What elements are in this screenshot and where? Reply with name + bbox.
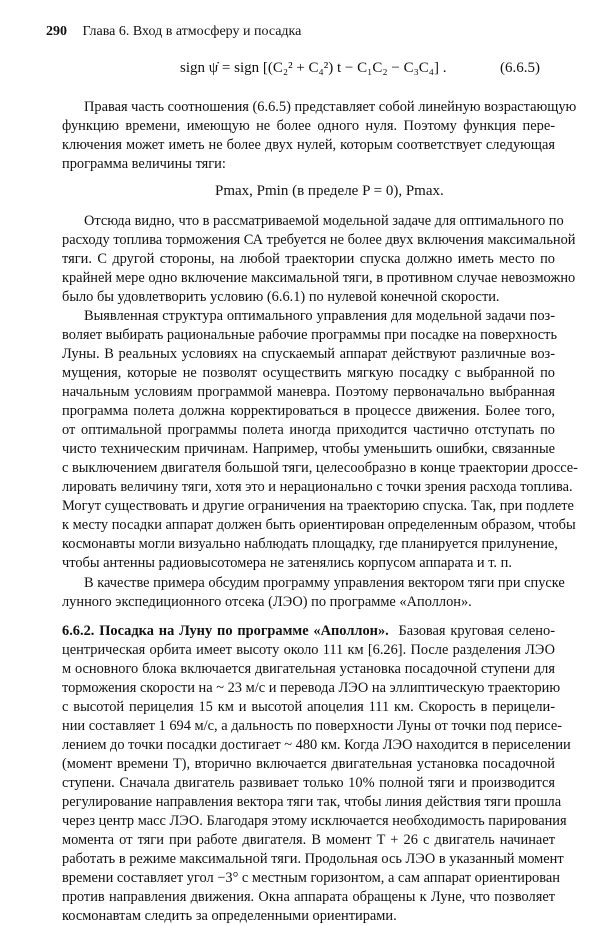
- text-line: Могут существовать и другие ограничения на траекторию спуска. Так, при подлете: [62, 498, 574, 514]
- text-line: Луны. В реальных условиях на спускаемый аппарат действуют различные воз-: [62, 346, 555, 362]
- paragraph-3: [62, 307, 578, 573]
- text-line: тяги. С другой стороны, на любой траектории спуска должно иметь место по: [62, 251, 555, 267]
- text-line: функцию времени, имеющую не более одного нуля. Поэтому функция пере-: [62, 118, 555, 134]
- text-line: м основного блока включается двигательная установка посадочной ступени для: [62, 661, 555, 677]
- text-line: мущения, которые не позволят осуществить мягкую посадку с выбранной по: [62, 365, 555, 381]
- text-line: программа величины тяги:: [62, 156, 226, 172]
- section-title: 6.6.2. Посадка на Луну по программе «Аполлон».: [62, 623, 389, 639]
- text-line: программа полета должна корректироваться в процессе движения. Более того,: [62, 403, 555, 419]
- text-line: центрическая орбита имеет высоту около 111 км [6.26]. После разделения ЛЭО: [62, 642, 555, 658]
- text-line: ступени. Сначала двигатель развивает только 10% полной тяги и производится: [62, 775, 555, 791]
- text-line: ключения может иметь не более двух нулей, которым соответствует следующая: [62, 137, 555, 153]
- text-line: времени составляет угол −3° с местным горизонтом, а сам аппарат ориентирован: [62, 870, 560, 886]
- text-line: регулирование направления вектора тяги так, чтобы линия действия тяги прошла: [62, 794, 562, 810]
- equation-number: (6.6.5): [500, 60, 540, 76]
- text-line: от оптимальной программы полета иногда приходится частично отступать по: [62, 422, 555, 438]
- section-6-6-2: [62, 622, 571, 926]
- text-line: Отсюда видно, что в рассматриваемой модельной задаче для оптимального по: [84, 213, 564, 229]
- page-number: 290: [46, 24, 67, 39]
- thrust-program-formula: Pmax, Pmin (в пределе P = 0), Pmax.: [215, 183, 444, 199]
- text-line: В качестве примера обсудим программу управления вектором тяги при спуске: [84, 575, 565, 591]
- text-line: крайней мере одно включение максимальной тяги, в противном случае невозможно: [62, 270, 576, 286]
- running-title: Глава 6. Вход в атмосферу и посадка: [82, 24, 302, 39]
- text-line: начальным условиям программой маневра. Поэтому первоначально выбранная: [62, 384, 555, 400]
- paragraph-4: [62, 574, 565, 612]
- paragraph-1: [62, 98, 577, 174]
- text-line: через центр масс ЛЭО. Благодаря этому исключается необходимость парирования: [62, 813, 567, 829]
- formula-6-6-5: sign ψ̇ = sign [(C₂² + C₄²) t − C₁C₂ − C₃C₄] .: [180, 60, 447, 76]
- text-line: (момент времени T), вторично включается двигательная установка посадочной: [62, 756, 555, 772]
- text-line: расходу топлива торможения СА требуется не более двух включения максимальной: [62, 232, 576, 248]
- text-line: работать в режиме максимальной тяги. Продольная ось ЛЭО в указанный момент: [62, 851, 564, 867]
- text-line: космонавты могли визуально наблюдать площадку, где планируется прилунение,: [62, 536, 558, 552]
- paragraph-2: [62, 212, 576, 307]
- text-line: Правая часть соотношения (6.6.5) представляет собой линейную возрастающую: [84, 99, 577, 115]
- text-line: момента от тяги при работе двигателя. В момент T + 26 с двигатель начинает: [62, 832, 555, 848]
- page-header: [46, 24, 301, 40]
- section-first-line: 6.6.2. Посадка на Луну по программе «Аполлон». Базовая круговая селено-: [62, 623, 555, 639]
- text-line: Выявленная структура оптимального управления для модельной задачи поз-: [84, 308, 555, 324]
- text-line: с выключением двигателя большой тяги, целесообразно в конце траектории дроссе-: [62, 460, 578, 476]
- text-line: воляет выбирать рациональные рабочие программы при посадке на поверхность: [62, 327, 558, 343]
- text-line: лунного экспедиционного отсека (ЛЭО) по программе «Аполлон».: [62, 594, 472, 610]
- text-line: лением до точки посадки достигает ~ 480 км. Когда ЛЭО находится в периселении: [62, 737, 571, 753]
- text-line: чтобы антенны радиовысотомера не затенялись корпусом аппарата и т. п.: [62, 555, 512, 571]
- text-line: с высотой перицелия 15 км и высотой апоцелия 111 км. Скорость в перицели-: [62, 699, 555, 715]
- text-line: торможения скорости на ~ 23 м/с и перевода ЛЭО на эллиптическую траекторию: [62, 680, 561, 696]
- text-line: против направления движения. Окна аппарата обращены к Луне, что позволяет: [62, 889, 555, 905]
- text-line: космонавтам следить за определенными ориентирами.: [62, 908, 397, 924]
- text-line: к месту посадки аппарат должен быть ориентирован определенным образом, чтобы: [62, 517, 576, 533]
- text-line: было бы удовлетворить условию (6.6.1) по нулевой конечной скорости.: [62, 289, 500, 305]
- text-line: нии составляет 1 694 м/с, а дальность по поверхности Луны от точки под перисе-: [62, 718, 563, 734]
- text-line: лировать величину тяги, хотя это и нерационально с точки зрения расхода топлива.: [62, 479, 573, 495]
- text-line: чисто техническим причинам. Например, чтобы уменьшить ошибки, связанные: [62, 441, 555, 457]
